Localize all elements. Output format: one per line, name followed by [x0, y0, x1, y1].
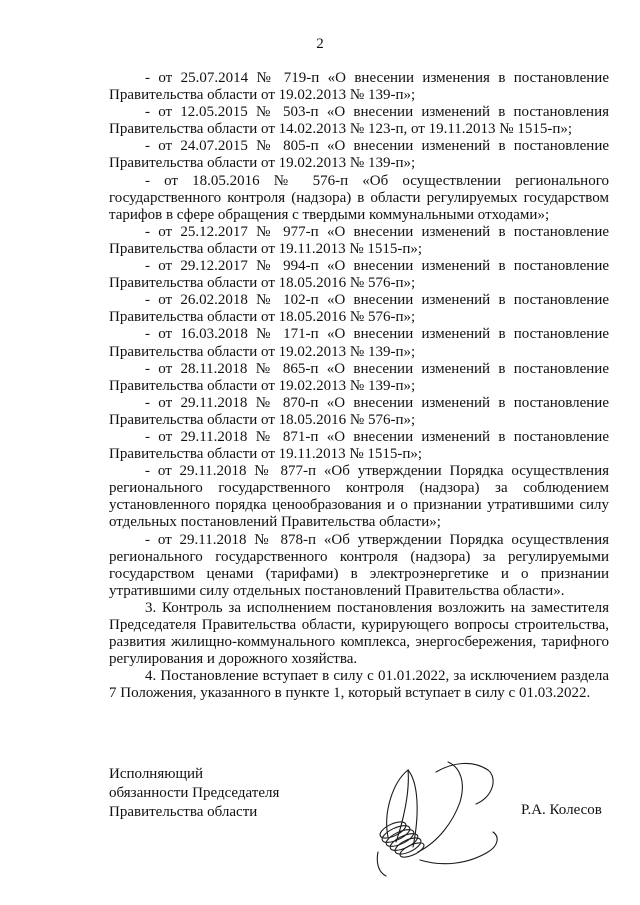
- signatory-title: [109, 765, 279, 822]
- list-item: - от 29.12.2017 № 994-п «О внесении изменений в постановление Правительства области от 18.05.2016 № 576-п»;: [109, 258, 609, 292]
- handwritten-signature: [348, 742, 518, 882]
- clause-3: 3. Контроль за исполнением постановления возложить на заместителя Председателя Правительства области, курирующего вопросы строительства, развития жилищно-коммунального комплекса, энергосбережения, тарифного регулирования и дорожного хозяйства.: [109, 599, 609, 668]
- list-item: - от 29.11.2018 № 878-п «Об утверждении Порядка осуществления регионального государственного контроля (надзора) за регулируемыми государством ценами (тарифами) в электроэнергетике и о признании утратившими силу отдельных постановлений Правительства области».: [109, 531, 609, 599]
- signatory-title-line: обязанности Председателя: [109, 785, 280, 801]
- list-item: - от 26.02.2018 № 102-п «О внесении изменений в постановление Правительства области от 18.05.2016 № 576-п»;: [109, 292, 609, 326]
- page-number: 2: [316, 36, 324, 52]
- signatory-name: Р.А. Колесов: [521, 802, 602, 818]
- signatory-title-line: Правительства области: [109, 804, 258, 820]
- list-item: - от 25.07.2014 № 719-п «О внесении изменения в постановление Правительства области от 19.02.2013 № 139-п»;: [109, 70, 609, 104]
- document-body: [109, 70, 609, 702]
- list-item: - от 18.05.2016 № 576-п «Об осуществлении регионального государственного контроля (надзора) в области регулируемых государством тарифов в сфере обращения с твердыми коммунальными отходами»;: [109, 172, 609, 223]
- list-item: - от 28.11.2018 № 865-п «О внесении изменений в постановление Правительства области от 19.02.2013 № 139-п»;: [109, 360, 609, 394]
- list-item: - от 16.03.2018 № 171-п «О внесении изменений в постановление Правительства области от 19.02.2013 № 139-п»;: [109, 326, 609, 360]
- list-item: - от 29.11.2018 № 877-п «Об утверждении Порядка осуществления регионального государственного контроля (надзора) за соблюдением установленного порядка ценообразования и о признании утратившими силу отдельных постановлений Правительства области»;: [109, 463, 609, 531]
- list-item: - от 29.11.2018 № 871-п «О внесении изменений в постановление Правительства области от 19.11.2013 № 1515-п»;: [109, 428, 609, 463]
- list-item: - от 25.12.2017 № 977-п «О внесении изменений в постановление Правительства области от 19.11.2013 № 1515-п»;: [109, 223, 609, 257]
- list-item: - от 12.05.2015 № 503-п «О внесении изменений в постановления Правительства области от 14.02.2013 № 123-п, от 19.11.2013 № 1515-п»;: [109, 104, 609, 138]
- list-item: - от 24.07.2015 № 805-п «О внесении изменений в постановление Правительства области от 19.02.2013 № 139-п»;: [109, 138, 609, 172]
- signatory-title-line: Исполняющий: [109, 766, 204, 782]
- clause-4: 4. Постановление вступает в силу с 01.01.2022, за исключением раздела 7 Положения, указанного в пункте 1, который вступает в силу с 01.03.2022.: [109, 668, 609, 702]
- list-item: - от 29.11.2018 № 870-п «О внесении изменений в постановление Правительства области от 18.05.2016 № 576-п»;: [109, 394, 609, 428]
